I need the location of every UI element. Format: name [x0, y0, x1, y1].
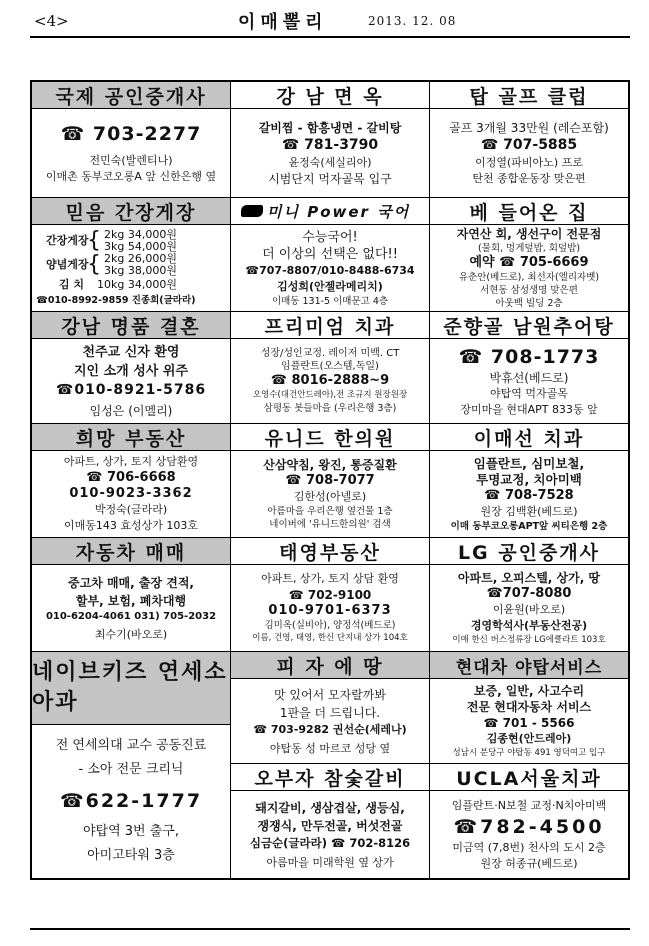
ad-title: UCLA서울치과	[430, 764, 628, 791]
ad-address: 이름, 건영, 태영, 한신 단지내 상가 104호	[252, 633, 408, 643]
ad-namwon-chueotang	[430, 312, 628, 424]
ad-menu: 돼지갈비, 생삼겹살, 생등심,	[255, 800, 405, 815]
ad-address: 이매 한신 버스정류장 LG에클라트 103호	[452, 634, 606, 645]
ad-mobile: 010-9701-6373	[268, 603, 392, 618]
ad-title: 프리미엄 치과	[231, 312, 429, 339]
ad-services: 아파트, 상가, 토지 상담환영	[63, 455, 199, 468]
ad-services: 산삼약침, 왕진, 통증질환	[263, 458, 397, 472]
ad-slogan: 천주교 신자 환영	[82, 345, 180, 360]
issue-date: 2013. 12. 08	[368, 14, 457, 28]
ad-mini-power-korean	[231, 198, 430, 312]
ad-address: 서현동 삼성생명 맞은편	[480, 285, 578, 296]
ad-navekids-pediatrics	[32, 652, 231, 878]
ad-title: 현대차 야탑서비스	[430, 652, 628, 679]
ad-slogan: - 소아 전문 크리닉	[78, 762, 184, 777]
ad-services: 할부, 보험, 폐차대행	[75, 593, 187, 608]
ad-address: 장미마을 현대APT 833동 앞	[460, 403, 598, 416]
ad-menu: 갈비찜 - 함흥냉면 - 갈비탕	[258, 120, 402, 135]
ad-services: 전문 현대자동차 서비스	[466, 699, 592, 714]
ad-title: 믿음 간장게장	[32, 198, 230, 225]
page-number: <4>	[34, 12, 69, 30]
ad-services: 아파트, 오피스텔, 상가, 땅	[457, 570, 601, 585]
ad-address: 탄천 종합운동장 맞은편	[472, 171, 586, 185]
ad-mideum-gejang	[32, 198, 231, 312]
page-header	[0, 0, 649, 40]
ad-unid-oriental-clinic	[231, 424, 430, 538]
ad-menu: (물회, 멍게덮밥, 회덮밥)	[477, 243, 581, 254]
ad-phone: ☎707-8807/010-8488-6734	[245, 263, 415, 277]
ad-gangnam-myeonok	[231, 82, 430, 198]
ad-imaeseon-dental	[430, 424, 628, 538]
ad-phone: ☎010-8921-5786	[55, 382, 207, 398]
header-divider	[30, 36, 630, 38]
price-value: 3kg 38,000원	[104, 264, 177, 277]
ad-contact: 윤정숙(세실리아)	[288, 155, 372, 169]
price-value: 3kg 54,000원	[104, 240, 177, 253]
ad-slogan: 더 이상의 선택은 없다!!	[262, 246, 398, 262]
ad-search-hint: 네이버에 '유니드한의원' 검색	[269, 519, 391, 530]
ad-phone: ☎ 707-5885	[480, 136, 578, 153]
price-item: 양념게장	[46, 258, 89, 271]
ad-address: 삼평동 봇들마을 (우리은행 3층)	[263, 403, 397, 414]
price-row	[46, 253, 177, 277]
ad-phone: 심금순(글라라) ☎ 702-8126	[249, 835, 411, 850]
ad-title: 오부자 참숯갈비	[231, 764, 429, 791]
price-item: 간장게장	[46, 234, 89, 247]
ad-phone: ☎707-8080	[486, 585, 572, 601]
ad-phone: ☎ 708-7528	[484, 487, 574, 503]
ad-title: 국제 공인중개사	[32, 82, 230, 109]
ad-title: 강남 명품 결혼	[32, 312, 230, 339]
ad-premium-dental	[231, 312, 430, 424]
ad-address: 아미고타워 3층	[87, 848, 175, 863]
ad-services: 아파트, 상가, 토지 상담 환영	[261, 572, 399, 585]
ad-phone: ☎010-8992-9859 진종희(글라라)	[36, 295, 196, 306]
ad-hyundai-service	[430, 652, 628, 764]
brace-icon: {	[87, 228, 101, 253]
ad-address: 이매촌 동부코오롱A 앞 신한은행 옆	[45, 170, 217, 183]
ad-taeyoung-realty	[231, 538, 430, 652]
footer-divider	[30, 928, 630, 930]
ad-services: 성장/성인교정. 레이저 미백. CT	[260, 348, 400, 359]
ad-menu: 쟁쟁식, 만두전골, 버섯전골	[257, 818, 403, 833]
ad-gukje-realty	[32, 82, 231, 198]
ad-services: 보증, 일반, 사고수리	[473, 683, 585, 698]
ad-contact: 전민숙(발렌티나)	[89, 154, 173, 167]
ad-title	[231, 198, 429, 225]
ad-services: 임플란트(오스템,독일)	[281, 361, 379, 372]
ad-grid	[30, 80, 630, 880]
ad-title: 이매선 치과	[430, 424, 628, 451]
ad-title	[32, 652, 230, 725]
ad-contact: 박휴선(베드로)	[489, 371, 569, 385]
ad-phone: ☎ 8016-2888~9	[270, 373, 390, 388]
ad-contact: 이정열(파비아노) 프로	[475, 155, 583, 169]
ad-contact: 임성은 (이멜리)	[89, 404, 173, 418]
ad-address: 야탑역 3번 출구,	[82, 824, 180, 839]
ad-title: 강 남 면 옥	[231, 82, 429, 109]
ad-address: 이매동 131-5 이매문고 4층	[271, 295, 389, 307]
ad-phone: 예약 ☎ 705-6669	[469, 255, 589, 270]
ad-contact: 박정숙(글라라)	[94, 503, 168, 516]
ad-phone: ☎ 703-9282 권선순(세레나)	[253, 722, 407, 736]
ad-services: 임플란트, 심미보철,	[473, 455, 585, 471]
ad-pizza-ettang	[231, 652, 430, 764]
ad-contact: 김성희(안젤라메리치)	[277, 279, 383, 293]
ad-contact: 이윤원(바오로)	[492, 602, 566, 616]
ad-slogan: 맛 있어서 모자랄까봐	[274, 687, 386, 702]
ad-services: 임플란트·N보철 교정·N치아미백	[451, 798, 607, 812]
ad-services: 투명교정, 치아미백	[476, 471, 582, 487]
price-value: 2kg 26,000원	[104, 252, 177, 265]
power-logo-icon: 미니 Power 국어	[237, 201, 410, 222]
ad-phone: ☎ 702-9100	[288, 588, 372, 602]
ad-contact: 원장 허종규(베드로)	[480, 856, 578, 870]
price-value: 2kg 34,000원	[104, 228, 177, 241]
ad-contact: 오영수(대건안드레아),전 조규지 원장원장	[252, 390, 408, 400]
price-row	[46, 229, 177, 253]
ad-services: 중고차 매매, 출장 견적,	[68, 575, 194, 590]
ad-contact: 김종현(안드레아)	[486, 731, 572, 745]
ad-title: 자동차 매매	[32, 538, 230, 565]
ad-address: 시범단지 먹자골목 입구	[268, 171, 392, 186]
ad-title: 베 들어온 집	[430, 198, 628, 225]
ad-contact: 최수기(바오로)	[94, 627, 168, 641]
ad-contact: 유춘안(베드로), 최선자(엘리자벳)	[458, 272, 600, 283]
ad-phone: ☎ 708-1773	[458, 346, 600, 368]
ad-phone: ☎782-4500	[453, 815, 605, 838]
ad-title: 희망 부동산	[32, 424, 230, 451]
ad-contact: 김미옥(실비아), 양정석(베드로)	[264, 620, 396, 631]
ad-lg-realty	[430, 538, 628, 652]
ad-offer: 골프 3개월 33만원 (레슨포함)	[449, 120, 609, 135]
ad-address: 미금역 (7,8번) 천사의 도시 2층	[452, 840, 606, 854]
ad-top-golf	[430, 82, 628, 198]
ad-address: 야탑역 먹자골목	[490, 387, 568, 400]
ad-title: 준향골 남원추어탕	[430, 312, 628, 339]
price-value: 10kg 34,000원	[97, 278, 177, 291]
ad-slogan: 지인 소개 성사 위주	[73, 364, 189, 379]
ad-phone: ☎ 706-6668	[86, 470, 176, 485]
ad-phone: 010-6204-4061 031) 705-2032	[45, 610, 217, 622]
ad-slogan: 전 연세의대 교수 공동진료	[55, 738, 207, 753]
ad-phone: ☎ 703-2277	[60, 123, 202, 145]
price-item: 김 치	[58, 278, 84, 291]
ad-phone: ☎ 708-7077	[285, 473, 375, 488]
ad-title-line: 네이브키즈 연세소아과	[32, 660, 228, 715]
ad-address: 야탑동 성 마르코 성당 옆	[269, 741, 391, 755]
ad-slogan: 1판을 더 드립니다.	[279, 705, 381, 720]
ad-address: 이매 동부코오롱APT앞 씨티은행 2층	[450, 520, 608, 532]
ad-address: 아름마을 미래학원 옆 상가	[266, 855, 394, 869]
ad-title: 탑 골프 클럽	[430, 82, 628, 109]
ad-credential: 경영학석사(부동산전공)	[470, 618, 588, 632]
ad-huimang-realty	[32, 424, 231, 538]
ad-address: 이매동143 효성상가 103호	[64, 519, 198, 532]
ad-phone: ☎ 781-3790	[281, 136, 379, 153]
ad-title: LG 공인중개사	[430, 538, 628, 565]
ad-bae-restaurant	[430, 198, 628, 312]
ad-specialty: 자연산 회, 생선구이 전문점	[456, 227, 602, 241]
ad-contact: 김한성(아넬로)	[293, 490, 367, 503]
ad-ucla-seoul-dental	[430, 764, 628, 878]
brace-icon: {	[87, 252, 101, 277]
ad-phone: ☎ 701 - 5566	[483, 715, 575, 730]
ad-phone: ☎622-1777	[59, 790, 203, 812]
ad-contact: 원장 김백환(베드로)	[480, 504, 578, 518]
ad-gangnam-wedding	[32, 312, 231, 424]
ad-title: 태영부동산	[231, 538, 429, 565]
ad-title: 피 자 에 땅	[231, 652, 429, 679]
newsletter-title: 이매뽈리	[238, 12, 328, 33]
ad-car-dealer	[32, 538, 231, 652]
ad-title: 유니드 한의원	[231, 424, 429, 451]
price-row	[46, 279, 177, 291]
ad-obuja-galbi	[231, 764, 430, 878]
ad-address: 아웃백 빌딩 2층	[495, 298, 563, 309]
ad-slogan: 수능국어!	[302, 229, 358, 245]
ad-address: 아름마을 우리은행 옆건물 1층	[267, 506, 393, 517]
ad-address: 성남시 분당구 야탑동 491 영덕여고 입구	[452, 747, 606, 758]
ad-mobile: 010-9023-3362	[69, 486, 193, 501]
